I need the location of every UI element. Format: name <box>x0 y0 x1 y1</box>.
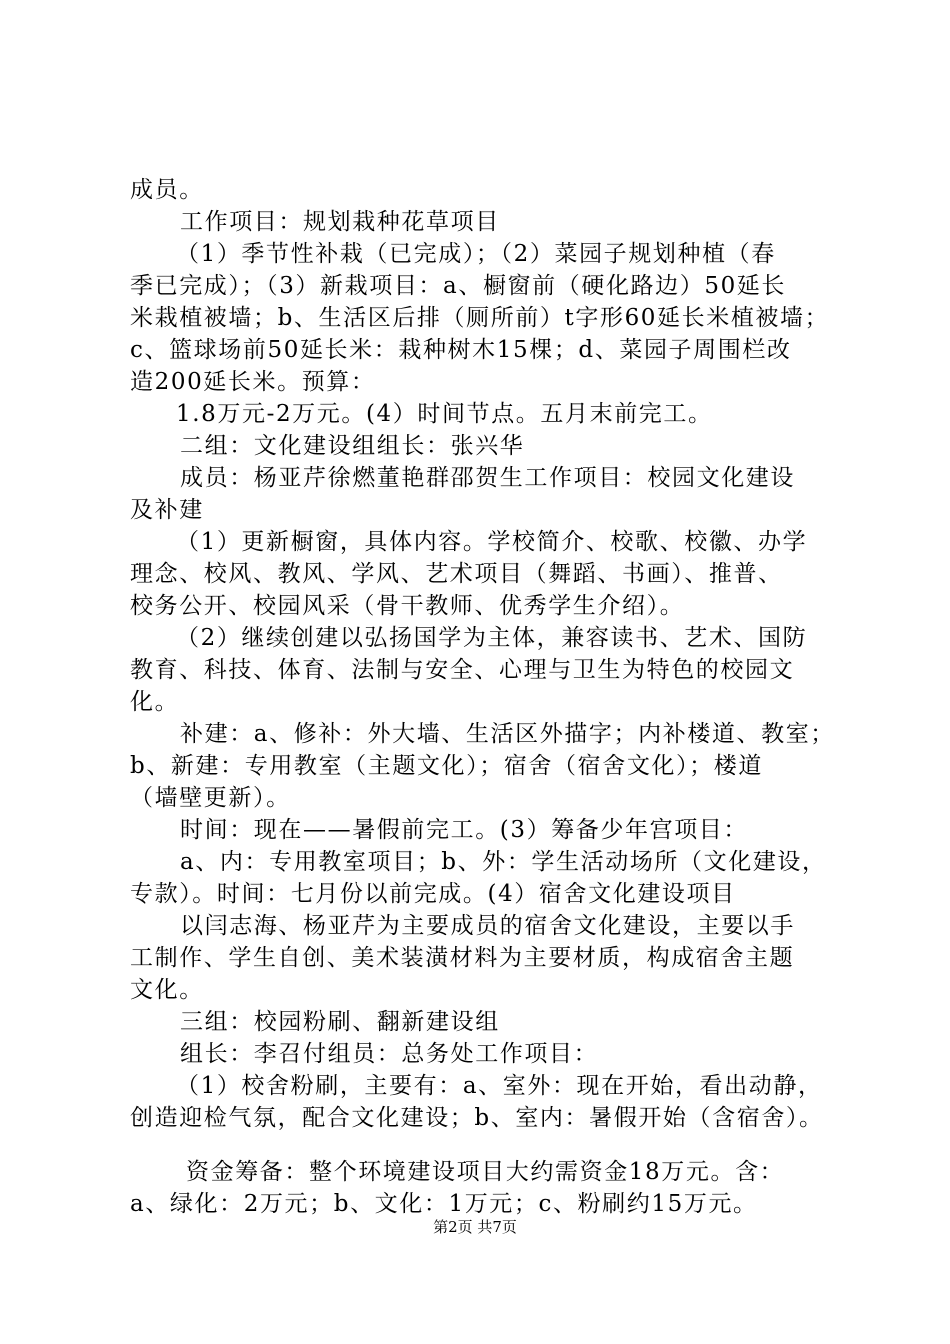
text-line: （2）继续创建以弘扬国学为主体，兼容读书、艺术、国防 <box>176 625 808 651</box>
text-line: （1）季节性补栽（已完成）；（2）菜园子规划种植（春 <box>176 241 776 267</box>
text-line: 以闫志海、杨亚芹为主要成员的宿舍文化建设，主要以手 <box>180 913 795 939</box>
text-line: 及补建 <box>130 497 204 523</box>
text-line: 时间：现在——暑假前完工。(3）筹备少年宫项目： <box>180 817 749 843</box>
text-line: 补建：a、修补：外大墙、生活区外描字；内补楼道、教室； <box>180 721 835 747</box>
text-line: 二组：文化建设组组长：张兴华 <box>180 433 525 459</box>
text-line: 季已完成）；（3）新栽项目：a、橱窗前（硬化路边）50延长 <box>130 273 787 299</box>
text-line: 组长：李召付组员：总务处工作项目： <box>180 1041 599 1067</box>
page-footer: 第2页 共7页 <box>433 1218 517 1236</box>
text-line: （1）更新橱窗，具体内容。学校简介、校歌、校徽、办学 <box>176 529 808 555</box>
text-line: 造200延长米。预算： <box>130 369 376 395</box>
text-line: a、绿化：2万元；b、文化：1万元；c、粉刷约15万元。 <box>130 1191 758 1217</box>
text-line: 理念、校风、教风、学风、艺术项目（舞蹈、书画）、推普、 <box>130 561 783 587</box>
text-line: 校务公开、校园风采（骨干教师、优秀学生介绍）。 <box>130 593 685 619</box>
text-line: 米栽植被墙；b、生活区后排（厕所前）t字形60延长米植被墙； <box>130 305 830 331</box>
text-line: 成员。 <box>130 177 204 203</box>
text-line: 工作项目：规划栽种花草项目 <box>180 209 500 235</box>
text-line: 教育、科技、体育、法制与安全、心理与卫生为特色的校园文 <box>130 657 795 683</box>
text-line: c、篮球场前50延长米：栽种树木15棵；d、菜园子周围栏改 <box>130 337 792 363</box>
text-line: 1.8万元-2万元。(4）时间节点。五月末前完工。 <box>176 401 713 427</box>
text-line: （墙壁更新）。 <box>130 785 291 811</box>
text-line: 资金筹备：整个环境建设项目大约需资金18万元。含： <box>186 1159 785 1185</box>
text-line: a、内：专用教室项目；b、外：学生活动场所（文化建设， <box>180 849 827 875</box>
text-line: 工制作、学生自创、美术装潢材料为主要材质，构成宿舍主题 <box>130 945 795 971</box>
text-line: 文化。 <box>130 977 204 1003</box>
text-line: 三组：校园粉刷、翻新建设组 <box>180 1009 500 1035</box>
text-line: 化。 <box>130 689 180 715</box>
text-line: 专款）。时间：七月份以前完成。(4）宿舍文化建设项目 <box>130 881 736 907</box>
text-line: 创造迎检气氛，配合文化建设；b、室内：暑假开始（含宿舍）。 <box>130 1105 824 1131</box>
text-line: b、新建：专用教室（主题文化）；宿舍（宿舍文化）；楼道 <box>130 753 763 779</box>
text-line: （1）校舍粉刷，主要有：a、室外：现在开始，看出动静， <box>176 1073 823 1099</box>
text-line: 成员：杨亚芹徐燃董艳群邵贺生工作项目：校园文化建设 <box>180 465 795 491</box>
